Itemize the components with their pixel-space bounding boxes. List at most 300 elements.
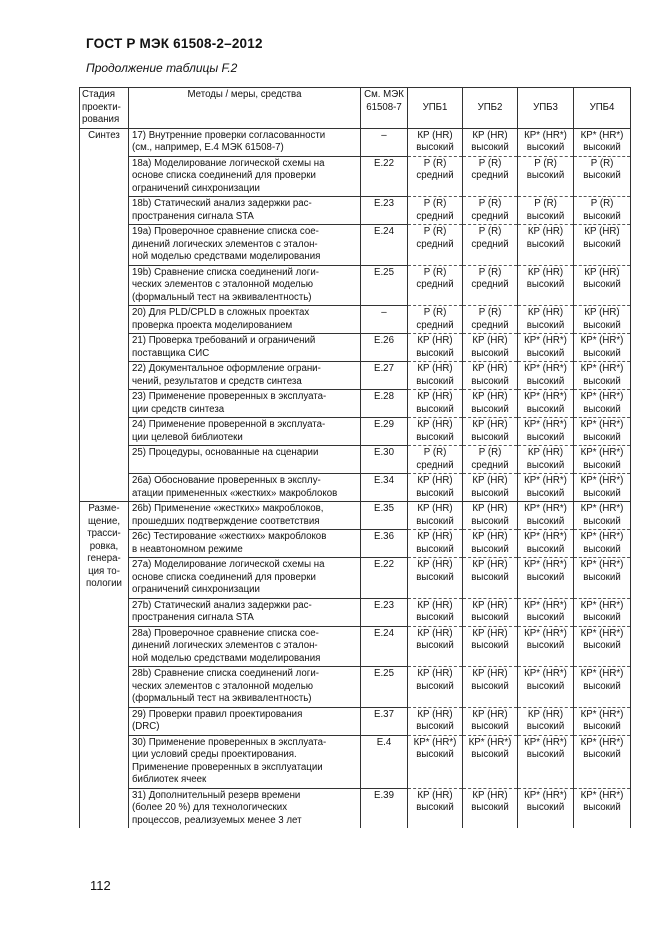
sil4-cell bbox=[574, 530, 631, 558]
reference-cell: – bbox=[361, 128, 408, 156]
reference-cell: E.29 bbox=[361, 418, 408, 446]
recommendation-value: КР* (HR*) bbox=[524, 475, 567, 486]
sil4-cell bbox=[574, 362, 631, 390]
confidence-level: высокий bbox=[471, 515, 509, 527]
table-row bbox=[80, 598, 631, 626]
sil2-cell bbox=[463, 502, 518, 530]
recommendation-value: КР (HR) bbox=[472, 668, 508, 679]
confidence-level: высокий bbox=[583, 515, 621, 527]
method-line: 27b) Статический анализ задержки рас- bbox=[132, 599, 312, 611]
sil1-cell bbox=[408, 598, 463, 626]
recommendation-value: КР* (HR*) bbox=[580, 503, 624, 514]
header-sil2: УПБ2 bbox=[463, 88, 518, 129]
confidence-level: высокий bbox=[416, 515, 454, 527]
page-number: 112 bbox=[90, 878, 111, 893]
recommendation-value: КР (HR) bbox=[417, 363, 453, 374]
confidence-level: средний bbox=[416, 319, 454, 331]
sil3-cell bbox=[518, 667, 574, 708]
method-line: в неавтономном режиме bbox=[132, 543, 243, 555]
recommendation-value: КР (HR) bbox=[527, 447, 564, 458]
recommendation-value: КР* (HR*) bbox=[580, 391, 624, 402]
confidence-level: высокий bbox=[526, 749, 565, 760]
recommendation-value: КР (HR) bbox=[417, 789, 453, 801]
method-line: ции условий среды проектирования. bbox=[132, 749, 297, 760]
table-row bbox=[80, 390, 631, 418]
sil4-cell bbox=[574, 225, 631, 266]
stage-label-line: пологии bbox=[86, 578, 122, 589]
sil3-cell bbox=[518, 735, 574, 788]
sil3-cell bbox=[518, 334, 574, 362]
recommendation-value: КР* (HR*) bbox=[580, 789, 624, 801]
method-line: ческих элементов с эталонной моделью bbox=[132, 279, 314, 290]
method-cell bbox=[129, 128, 361, 156]
reference-cell: E.30 bbox=[361, 446, 408, 474]
sil1-cell bbox=[408, 667, 463, 708]
sil2-cell bbox=[463, 667, 518, 708]
recommendation-value: Р (R) bbox=[590, 157, 614, 169]
method-line: ограничений синхронизации bbox=[132, 182, 260, 194]
confidence-level: высокий bbox=[526, 721, 565, 732]
sil3-cell bbox=[518, 265, 574, 306]
method-line: динений логических элементов с эталон- bbox=[132, 640, 318, 651]
confidence-level: высокий bbox=[416, 487, 454, 499]
table-row bbox=[80, 530, 631, 558]
sil2-cell bbox=[463, 530, 518, 558]
confidence-level: средний bbox=[416, 210, 454, 222]
sil2-cell bbox=[463, 390, 518, 418]
sil4-cell bbox=[574, 334, 631, 362]
method-cell bbox=[129, 735, 361, 788]
confidence-level: высокий bbox=[583, 487, 621, 499]
confidence-level: высокий bbox=[471, 487, 509, 499]
confidence-level: высокий bbox=[526, 375, 565, 387]
method-cell bbox=[129, 788, 361, 828]
recommendation-value: КР* (HR*) bbox=[524, 736, 567, 748]
confidence-level: высокий bbox=[526, 347, 565, 359]
recommendation-value: КР (HR) bbox=[417, 129, 453, 141]
header-methods: Методы / меры, средства bbox=[129, 88, 361, 129]
sil3-cell bbox=[518, 225, 574, 266]
confidence-level: высокий bbox=[583, 431, 621, 443]
sil3-cell bbox=[518, 390, 574, 418]
confidence-level: высокий bbox=[583, 571, 621, 583]
table-row bbox=[80, 362, 631, 390]
recommendation-value: КР* (HR*) bbox=[524, 559, 567, 570]
header-sil4: УПБ4 bbox=[574, 88, 631, 129]
method-line: 17) Внутренние проверки согласованности bbox=[132, 129, 326, 141]
method-cell bbox=[129, 362, 361, 390]
method-line bbox=[132, 460, 358, 473]
confidence-level: высокий bbox=[471, 721, 509, 732]
method-line: ограничений синхронизации bbox=[132, 584, 260, 595]
table-row bbox=[80, 225, 631, 266]
reference-cell: E.36 bbox=[361, 530, 408, 558]
sil2-cell bbox=[463, 626, 518, 667]
recommendation-value: КР* (HR*) bbox=[580, 475, 624, 486]
confidence-level: высокий bbox=[471, 802, 509, 813]
confidence-level: высокий bbox=[526, 515, 565, 527]
method-line: 28b) Сравнение списка соединений логи- bbox=[132, 668, 319, 679]
confidence-level: высокий bbox=[526, 459, 565, 471]
recommendation-value: Р (R) bbox=[478, 447, 502, 458]
reference-cell: E.27 bbox=[361, 362, 408, 390]
method-line: 26a) Обоснование проверенных в эксплу- bbox=[132, 475, 321, 486]
sil2-cell bbox=[463, 128, 518, 156]
sil2-cell bbox=[463, 474, 518, 502]
recommendation-value: КР (HR) bbox=[584, 307, 620, 318]
method-cell bbox=[129, 197, 361, 225]
recommendation-value: Р (R) bbox=[423, 226, 447, 237]
recommendation-value: Р (R) bbox=[478, 307, 502, 318]
sil2-cell bbox=[463, 334, 518, 362]
recommendation-value: КР* (HR*) bbox=[524, 668, 567, 679]
sil3-cell bbox=[518, 502, 574, 530]
sil3-cell bbox=[518, 306, 574, 334]
header-reference: См. МЭК 61508-7 bbox=[361, 88, 408, 129]
recommendation-value: КР (HR) bbox=[527, 226, 564, 237]
reference-cell: E.22 bbox=[361, 558, 408, 599]
confidence-level: высокий bbox=[583, 210, 621, 222]
confidence-level: высокий bbox=[471, 680, 509, 692]
method-line: ции средств синтеза bbox=[132, 403, 225, 415]
recommendation-value: КР (HR) bbox=[417, 668, 453, 679]
sil1-cell bbox=[408, 788, 463, 828]
sil3-cell bbox=[518, 474, 574, 502]
confidence-level: высокий bbox=[471, 375, 509, 387]
sil1-cell bbox=[408, 128, 463, 156]
confidence-level: высокий bbox=[526, 238, 565, 250]
methods-table bbox=[79, 87, 631, 828]
recommendation-value: КР (HR) bbox=[417, 475, 453, 486]
reference-cell: – bbox=[361, 306, 408, 334]
recommendation-value: Р (R) bbox=[423, 198, 447, 209]
table-row bbox=[80, 667, 631, 708]
table-row bbox=[80, 735, 631, 788]
recommendation-value: КР (HR) bbox=[472, 391, 508, 402]
reference-cell: E.34 bbox=[361, 474, 408, 502]
method-cell bbox=[129, 530, 361, 558]
sil2-cell bbox=[463, 265, 518, 306]
recommendation-value: КР (HR) bbox=[472, 531, 508, 542]
confidence-level: высокий bbox=[416, 721, 454, 732]
sil3-cell bbox=[518, 418, 574, 446]
sil4-cell bbox=[574, 265, 631, 306]
confidence-level: высокий bbox=[416, 142, 454, 153]
confidence-level: высокий bbox=[471, 142, 509, 153]
recommendation-value: КР* (HR*) bbox=[524, 363, 567, 374]
reference-cell: E.39 bbox=[361, 788, 408, 828]
sil4-cell bbox=[574, 156, 631, 197]
recommendation-value: КР (HR) bbox=[584, 226, 620, 237]
document-title: ГОСТ Р МЭК 61508-2–2012 bbox=[86, 36, 263, 51]
sil2-cell bbox=[463, 788, 518, 828]
sil4-cell bbox=[574, 788, 631, 828]
confidence-level: высокий bbox=[416, 749, 454, 760]
method-cell bbox=[129, 446, 361, 474]
table-row bbox=[80, 418, 631, 446]
recommendation-value: КР (HR) bbox=[472, 559, 508, 570]
table-row bbox=[80, 474, 631, 502]
confidence-level: высокий bbox=[583, 403, 621, 415]
sil2-cell bbox=[463, 156, 518, 197]
recommendation-value: КР (HR) bbox=[417, 335, 453, 346]
sil3-cell bbox=[518, 558, 574, 599]
sil1-cell bbox=[408, 306, 463, 334]
sil3-cell bbox=[518, 197, 574, 225]
recommendation-value: КР (HR) bbox=[417, 503, 453, 514]
sil1-cell bbox=[408, 474, 463, 502]
method-cell bbox=[129, 390, 361, 418]
sil3-cell bbox=[518, 446, 574, 474]
sil3-cell bbox=[518, 598, 574, 626]
sil1-cell bbox=[408, 626, 463, 667]
method-line: ческих элементов с эталонной моделью bbox=[132, 680, 314, 692]
sil3-cell bbox=[518, 788, 574, 828]
confidence-level: высокий bbox=[471, 571, 509, 583]
confidence-level: высокий bbox=[583, 640, 621, 651]
confidence-level: высокий bbox=[471, 640, 509, 651]
recommendation-value: КР (HR) bbox=[472, 419, 508, 430]
recommendation-value: Р (R) bbox=[478, 157, 502, 169]
stage-cell bbox=[80, 502, 129, 829]
recommendation-value: КР* (HR*) bbox=[580, 708, 624, 720]
method-cell bbox=[129, 156, 361, 197]
method-cell bbox=[129, 225, 361, 266]
reference-cell: E.4 bbox=[361, 735, 408, 788]
stage-cell bbox=[80, 128, 129, 502]
sil2-cell bbox=[463, 362, 518, 390]
method-cell bbox=[129, 502, 361, 530]
confidence-level: высокий bbox=[471, 347, 509, 359]
confidence-level: средний bbox=[471, 459, 509, 471]
recommendation-value: КР* (HR*) bbox=[524, 129, 567, 141]
recommendation-value: КР (HR) bbox=[417, 419, 453, 430]
header-stage: Стадия проекти- рования bbox=[80, 88, 129, 129]
confidence-level: высокий bbox=[416, 375, 454, 387]
recommendation-value: КР (HR) bbox=[472, 503, 508, 514]
confidence-level: средний bbox=[471, 319, 509, 331]
recommendation-value: КР (HR) bbox=[527, 266, 564, 278]
method-line: динений логических элементов с эталон- bbox=[132, 238, 318, 250]
sil4-cell bbox=[574, 735, 631, 788]
recommendation-value: КР* (HR*) bbox=[468, 736, 512, 748]
method-line: 27a) Моделирование логической схемы на bbox=[132, 559, 325, 570]
confidence-level: высокий bbox=[526, 279, 565, 290]
recommendation-value: КР (HR) bbox=[472, 129, 508, 141]
recommendation-value: КР* (HR*) bbox=[524, 599, 567, 611]
confidence-level: высокий bbox=[526, 210, 565, 222]
reference-cell: E.28 bbox=[361, 390, 408, 418]
sil1-cell bbox=[408, 225, 463, 266]
confidence-level: высокий bbox=[526, 571, 565, 583]
table-row bbox=[80, 197, 631, 225]
recommendation-value: КР (HR) bbox=[472, 789, 508, 801]
confidence-level: высокий bbox=[583, 238, 621, 250]
confidence-level: высокий bbox=[583, 375, 621, 387]
sil2-cell bbox=[463, 197, 518, 225]
recommendation-value: КР (HR) bbox=[417, 599, 453, 611]
method-line: 21) Проверка требований и ограничений bbox=[132, 335, 316, 346]
confidence-level: высокий bbox=[471, 543, 509, 555]
confidence-level: средний bbox=[471, 170, 509, 181]
method-cell bbox=[129, 598, 361, 626]
method-line: 19b) Сравнение списка соединений логи- bbox=[132, 266, 319, 278]
method-cell bbox=[129, 334, 361, 362]
method-line: пространения сигнала STA bbox=[132, 210, 254, 222]
confidence-level: средний bbox=[471, 279, 509, 290]
recommendation-value: КР (HR) bbox=[472, 708, 508, 720]
method-cell bbox=[129, 418, 361, 446]
recommendation-value: КР* (HR*) bbox=[580, 736, 624, 748]
sil4-cell bbox=[574, 418, 631, 446]
recommendation-value: Р (R) bbox=[478, 266, 502, 278]
confidence-level: высокий bbox=[416, 571, 454, 583]
sil2-cell bbox=[463, 735, 518, 788]
confidence-level: средний bbox=[416, 459, 454, 471]
method-line: ции целевой библиотеки bbox=[132, 431, 243, 443]
sil4-cell bbox=[574, 128, 631, 156]
method-cell bbox=[129, 626, 361, 667]
table-row bbox=[80, 334, 631, 362]
method-line: 31) Дополнительный резерв времени bbox=[132, 789, 301, 801]
recommendation-value: Р (R) bbox=[478, 198, 502, 209]
method-line: ной моделью средствами моделирования bbox=[132, 251, 321, 262]
confidence-level: высокий bbox=[526, 431, 565, 443]
recommendation-value: КР (HR) bbox=[417, 627, 453, 639]
confidence-level: высокий bbox=[583, 680, 621, 692]
confidence-level: высокий bbox=[583, 721, 621, 732]
stage-label-line: ровка, bbox=[89, 540, 119, 552]
table-header-row bbox=[80, 88, 631, 129]
reference-cell: E.24 bbox=[361, 626, 408, 667]
confidence-level: высокий bbox=[416, 802, 454, 813]
sil3-cell bbox=[518, 626, 574, 667]
method-line: 23) Применение проверенных в эксплуата- bbox=[132, 391, 327, 402]
reference-cell: E.24 bbox=[361, 225, 408, 266]
confidence-level: высокий bbox=[416, 347, 454, 359]
method-cell bbox=[129, 306, 361, 334]
stage-label-line: Синтез bbox=[88, 129, 120, 141]
reference-cell: E.25 bbox=[361, 667, 408, 708]
recommendation-value: КР* (HR*) bbox=[524, 419, 567, 430]
sil3-cell bbox=[518, 128, 574, 156]
method-line: основе списка соединений для проверки bbox=[132, 170, 316, 181]
sil2-cell bbox=[463, 558, 518, 599]
recommendation-value: КР (HR) bbox=[472, 475, 508, 486]
sil2-cell bbox=[463, 707, 518, 735]
recommendation-value: Р (R) bbox=[423, 447, 447, 458]
reference-cell: E.35 bbox=[361, 502, 408, 530]
confidence-level: высокий bbox=[416, 612, 454, 623]
recommendation-value: Р (R) bbox=[590, 198, 614, 209]
table-row bbox=[80, 128, 631, 156]
method-line: 30) Применение проверенных в эксплуата- bbox=[132, 736, 327, 748]
method-line: (более 20 %) для технологических bbox=[132, 802, 288, 813]
recommendation-value: КР (HR) bbox=[417, 531, 453, 542]
sil2-cell bbox=[463, 446, 518, 474]
sil4-cell bbox=[574, 667, 631, 708]
recommendation-value: КР* (HR*) bbox=[524, 503, 567, 514]
confidence-level: высокий bbox=[526, 487, 565, 499]
sil2-cell bbox=[463, 598, 518, 626]
recommendation-value: КР* (HR*) bbox=[524, 789, 567, 801]
confidence-level: высокий bbox=[526, 403, 565, 415]
confidence-level: высокий bbox=[583, 279, 621, 290]
table-row bbox=[80, 626, 631, 667]
recommendation-value: Р (R) bbox=[423, 307, 447, 318]
method-line: поставщика СИС bbox=[132, 347, 210, 359]
header-sil1: УПБ1 bbox=[408, 88, 463, 129]
confidence-level: высокий bbox=[416, 543, 454, 555]
confidence-level: высокий bbox=[416, 431, 454, 443]
recommendation-value: КР (HR) bbox=[472, 599, 508, 611]
method-line: Применение проверенных в эксплуатации bbox=[132, 761, 323, 773]
table-row bbox=[80, 558, 631, 599]
method-cell bbox=[129, 707, 361, 735]
table-row bbox=[80, 446, 631, 474]
confidence-level: средний bbox=[471, 210, 509, 222]
confidence-level: средний bbox=[471, 238, 509, 250]
sil2-cell bbox=[463, 225, 518, 266]
recommendation-value: КР* (HR*) bbox=[580, 559, 624, 570]
method-line: (формальный тест на эквивалентность) bbox=[132, 693, 312, 704]
confidence-level: средний bbox=[416, 238, 454, 250]
sil1-cell bbox=[408, 334, 463, 362]
sil4-cell bbox=[574, 598, 631, 626]
stage-label-line: генера- bbox=[87, 553, 121, 564]
recommendation-value: КР* (HR*) bbox=[580, 447, 624, 458]
method-line: библиотек ячеек bbox=[132, 774, 207, 785]
sil4-cell bbox=[574, 197, 631, 225]
method-cell bbox=[129, 265, 361, 306]
confidence-level: высокий bbox=[526, 640, 565, 651]
stage-label-line: трасси- bbox=[87, 528, 121, 539]
sil1-cell bbox=[408, 735, 463, 788]
table-row bbox=[80, 502, 631, 530]
method-cell bbox=[129, 558, 361, 599]
method-line: 18b) Статический анализ задержки рас- bbox=[132, 198, 312, 209]
sil4-cell bbox=[574, 502, 631, 530]
reference-cell: E.37 bbox=[361, 707, 408, 735]
confidence-level: высокий bbox=[471, 612, 509, 623]
confidence-level: высокий bbox=[471, 749, 509, 760]
recommendation-value: Р (R) bbox=[534, 198, 557, 209]
confidence-level: высокий bbox=[526, 170, 565, 181]
confidence-level: высокий bbox=[471, 403, 509, 415]
recommendation-value: КР (HR) bbox=[417, 391, 453, 402]
confidence-level: высокий bbox=[526, 319, 565, 331]
reference-cell: E.23 bbox=[361, 197, 408, 225]
recommendation-value: КР (HR) bbox=[417, 559, 453, 570]
sil1-cell bbox=[408, 197, 463, 225]
stage-label-line: щение, bbox=[87, 515, 121, 527]
sil3-cell bbox=[518, 362, 574, 390]
method-line: 22) Документальное оформление ограни- bbox=[132, 363, 321, 374]
confidence-level: высокий bbox=[416, 640, 454, 651]
method-line: 29) Проверки правил проектирования bbox=[132, 708, 303, 720]
sil4-cell bbox=[574, 707, 631, 735]
confidence-level: высокий bbox=[526, 543, 565, 555]
confidence-level: средний bbox=[416, 279, 454, 290]
sil1-cell bbox=[408, 707, 463, 735]
recommendation-value: КР (HR) bbox=[527, 307, 564, 318]
table-row bbox=[80, 156, 631, 197]
table-row bbox=[80, 788, 631, 828]
sil1-cell bbox=[408, 418, 463, 446]
confidence-level: высокий bbox=[583, 347, 621, 359]
recommendation-value: Р (R) bbox=[423, 266, 447, 278]
sil1-cell bbox=[408, 362, 463, 390]
